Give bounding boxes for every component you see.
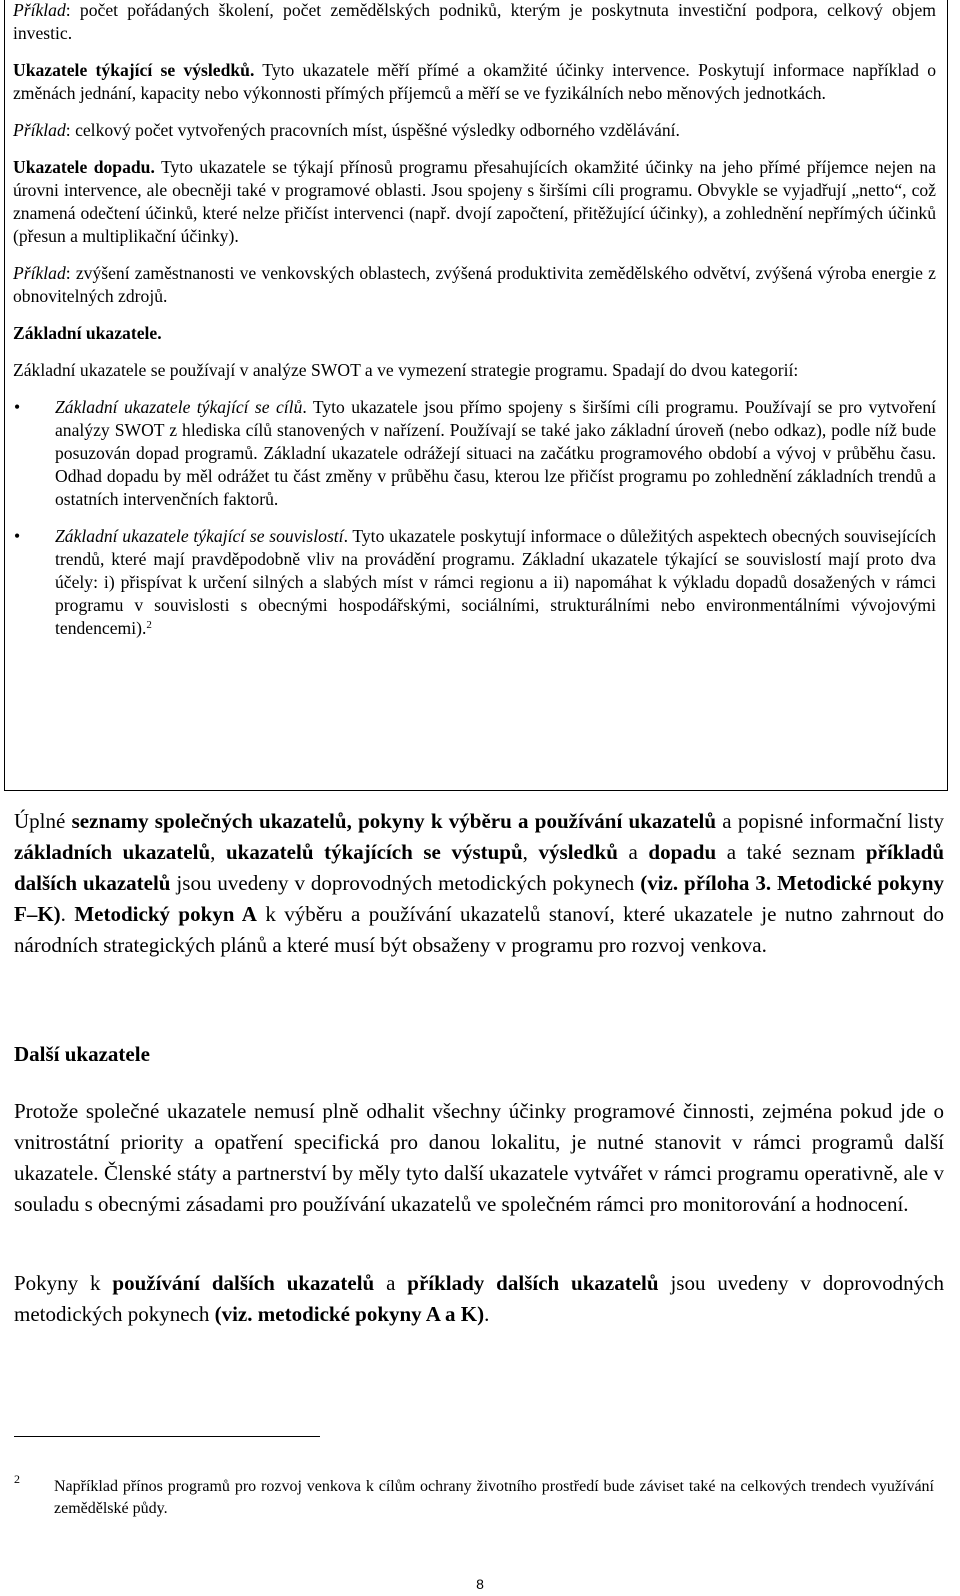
common-indicators-paragraph: Úplné seznamy společných ukazatelů, pokyny k výběru a používání ukazatelů a popisné informační listy základních ukazatelů, ukazatelů týkajících se výstupů, výsledků a dopadu a také seznam příkladů dalších ukazatelů jsou uvedeny v doprovodných metodických pokynech (viz. příloha 3. Metodické pokyny F–K). Metodický pokyn A k výběru a používání ukazatelů stanoví, které ukazatele je nutno zahrnout do národních strategických plánů a které musí být obsaženy v programu pro rozvoj venkova.: [14, 809, 945, 957]
footnote-separator: [14, 1436, 320, 1437]
footnote: [14, 1472, 934, 1520]
list-item: [13, 396, 936, 511]
bullet-lead: Základní ukazatele týkající se souvislostí: [55, 526, 344, 546]
result-indicators-paragraph: [13, 59, 936, 105]
footnote-number: 2: [14, 1472, 20, 1486]
indicator-definitions-box: [4, 0, 948, 791]
result-indicators-heading: Ukazatele týkající se výsledků.: [13, 60, 255, 80]
bullet-icon: •: [14, 397, 21, 417]
example-text: : počet pořádaných školení, počet zemědělských podniků, kterým je poskytnuta investiční podpora, celkový objem investic.: [13, 0, 936, 43]
impact-indicators-heading: Ukazatele dopadu.: [13, 157, 155, 177]
footnote-reference[interactable]: 2: [146, 619, 152, 631]
example-paragraph-outputs: [13, 0, 936, 45]
guidance-paragraph: Pokyny k používání dalších ukazatelů a příklady dalších ukazatelů jsou uvedeny v doprovodných metodických pokynech (viz. metodické pokyny A a K).: [14, 1271, 945, 1326]
example-paragraph-impact: [13, 262, 936, 308]
bullet-icon: •: [14, 526, 21, 546]
bullet-text: . Tyto ukazatele poskytují informace o důležitých aspektech obecných souvisejících trendů, které mají pravděpodobně vliv na provádění programu. Základní ukazatele týkající se souvislostí mají proto dva účely: i) přispívat k určení silných a slabých míst v rámci regionu a ii) napomáhat k výkladu dopadů dosažených v rámci programu v souvislosti s obecnými hospodářskými, sociálními, strukturálními nebo environmentálními vývojovými tendencemi).: [55, 526, 936, 638]
bullet-lead: Základní ukazatele týkající se cílů: [55, 397, 303, 417]
example-text: : celkový počet vytvořených pracovních míst, úspěšné výsledky odborného vzdělávání.: [65, 120, 680, 140]
impact-indicators-paragraph: [13, 156, 936, 248]
example-text: : zvýšení zaměstnanosti ve venkovských oblastech, zvýšená produktivita zemědělského odvětví, zvýšená výroba energie z obnovitelných zdrojů.: [13, 263, 936, 306]
paragraph-text: Protože společné ukazatele nemusí plně odhalit všechny účinky programové činnosti, zejména pokud jde o vnitrostátní priority a opatření specifická pro danou lokalitu, je nutné stanovit v rámci programů další ukazatele. Členské státy a partnerství by měly tyto další ukazatele vytvářet v rámci programu operativně, ale v souladu s obecnými zásadami pro používání ukazatelů ve společném rámci pro monitorování a hodnocení.: [14, 1099, 944, 1216]
page-number: 8: [476, 1576, 484, 1592]
bullet-text: . Tyto ukazatele jsou přímo spojeny s širšími cíli programu. Používají se pro vytvoření analýzy SWOT z hlediska cílů stanovených v nařízení. Používají se také jako základní úroveň (nebo odkaz), podle níž bude posuzován dopad programů. Základní ukazatele odrážejí situaci na začátku programového období a vývoj v průběhu času. Odhad dopadu by měl odrážet tu část změny v průběhu času, kterou lze přičíst programu po zohlednění základních trendů a ostatních intervenčních faktorů.: [55, 397, 937, 509]
result-indicators-text: Tyto ukazatele měří přímé a okamžité účinky intervence. Poskytují informace například o změnách jednání, kapacity nebo výkonnosti přímých příjemců a měří se ve fyzikálních nebo měnových jednotkách.: [13, 60, 936, 103]
baseline-indicators-intro: Základní ukazatele se používají v analýze SWOT a ve vymezení strategie programu. Spadají do dvou kategorií:: [13, 360, 799, 380]
section-heading-wrap: [14, 1039, 944, 1070]
impact-indicators-text: Tyto ukazatele se týkají přínosů programu přesahujících okamžité účinky na jeho přímé příjemce nejen na úrovni intervence, ale obecněji také v programové oblasti. Jsou spojeny s širšími cíli programu. Obvykle se vyjadřují „netto“, což znamená odečtení účinků, které nelze přičíst intervenci (např. dvojí započtení, přitěžující účinky), a zohlednění nepřímých účinků (přesun a multiplikační účinky).: [13, 157, 936, 246]
section-heading: Další ukazatele: [14, 1042, 150, 1066]
baseline-indicators-heading-paragraph: [13, 322, 936, 345]
example-label: Příklad: [13, 0, 66, 20]
example-paragraph-results: [13, 119, 936, 142]
footnote-text: Například přínos programů pro rozvoj venkova k cílům ochrany životního prostředí bude záviset také na celkových trendech využívání zemědělské půdy.: [54, 1478, 934, 1517]
baseline-indicators-heading: Základní ukazatele.: [13, 323, 162, 343]
baseline-indicators-list: [13, 396, 936, 640]
example-label: Příklad: [13, 263, 66, 283]
additional-indicators-paragraph: [14, 1096, 944, 1220]
example-label: Příklad: [13, 120, 66, 140]
list-item: [13, 525, 936, 640]
